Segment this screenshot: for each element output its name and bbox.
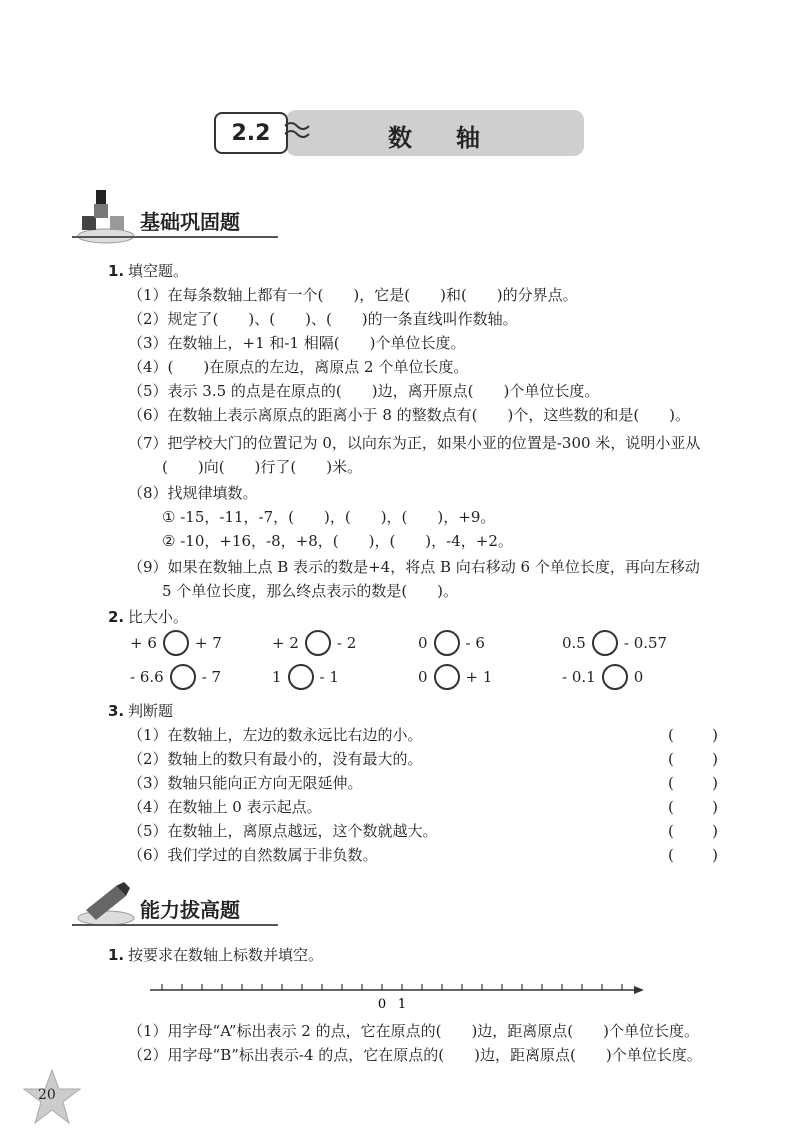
judge-item: （6）我们学过的自然数属于非负数。 (128, 846, 378, 864)
answer-paren[interactable]: ( ) (668, 822, 718, 840)
answer-circle[interactable] (288, 664, 314, 690)
section-number: 2.2 (214, 112, 288, 154)
answer-circle[interactable] (434, 630, 460, 656)
fill-item-cont: 5 个单位长度，那么终点表示的数是( )。 (162, 582, 459, 600)
compare-item: 0 - 6 (418, 630, 485, 656)
answer-paren[interactable]: ( ) (668, 798, 718, 816)
pattern-row: ② -10，+16，-8，+8，( )，( )，-4，+2。 (162, 532, 513, 550)
fill-item: （2）用字母“B”标出表示-4 的点，它在原点的( )边，距离原点( )个单位长度。 (128, 1046, 702, 1064)
answer-circle[interactable] (170, 664, 196, 690)
question-title: 比大小。 (128, 608, 189, 626)
fill-item: （5）表示 3.5 的点是在原点的( )边，离开原点( )个单位长度。 (128, 382, 600, 400)
judge-item: （5）在数轴上，离原点越远，这个数就越大。 (128, 822, 438, 840)
fill-item: （6）在数轴上表示离原点的距离小于 8 的整数点有( )个，这些数的和是( )。 (128, 406, 691, 424)
number-line (150, 980, 650, 1016)
compare-item: 0.5 - 0.57 (562, 630, 667, 656)
axis-label-zero: 0 (377, 997, 387, 1012)
question-number: 2. (108, 608, 125, 626)
question-title: 按要求在数轴上标数并填空。 (128, 946, 324, 964)
question-number: 1. (108, 262, 125, 280)
judge-item: （1）在数轴上，左边的数永远比右边的小。 (128, 726, 423, 744)
answer-paren[interactable]: ( ) (668, 774, 718, 792)
section-title-basic: 基础巩固题 (140, 210, 240, 234)
fill-item: （7）把学校大门的位置记为 0，以向东为正，如果小亚的位置是-300 米，说明小亚从 (128, 434, 701, 452)
answer-circle[interactable] (305, 630, 331, 656)
judge-item: （4）在数轴上 0 表示起点。 (128, 798, 322, 816)
question-title: 填空题。 (128, 262, 189, 280)
answer-circle[interactable] (592, 630, 618, 656)
compare-item: + 6 + 7 (130, 630, 222, 656)
judge-item: （3）数轴只能向正方向无限延伸。 (128, 774, 363, 792)
axis-label-one: 1 (397, 997, 407, 1012)
compare-item: - 6.6 - 7 (130, 664, 221, 690)
page-number: 20 (38, 1087, 56, 1103)
answer-paren[interactable]: ( ) (668, 726, 718, 744)
compare-item: 1 - 1 (272, 664, 339, 690)
pencil-icon (72, 876, 136, 928)
question-title: 判断题 (128, 702, 174, 720)
compare-item: 0 + 1 (418, 664, 492, 690)
answer-paren[interactable]: ( ) (668, 846, 718, 864)
page-title: 数轴 (388, 124, 524, 152)
fill-item: （1）用字母“A”标出表示 2 的点，它在原点的( )边，距离原点( )个单位长度。 (128, 1022, 699, 1040)
fill-item: （1）在每条数轴上都有一个( )，它是( )和( )的分界点。 (128, 286, 578, 304)
answer-circle[interactable] (602, 664, 628, 690)
compare-item: + 2 - 2 (272, 630, 356, 656)
answer-paren[interactable]: ( ) (668, 750, 718, 768)
answer-circle[interactable] (434, 664, 460, 690)
fill-item: （2）规定了( )、( )、( )的一条直线叫作数轴。 (128, 310, 518, 328)
wave-icon (283, 118, 311, 142)
divider (72, 236, 278, 238)
fill-item: （8）找规律填数。 (128, 484, 258, 502)
fill-item: （3）在数轴上，+1 和-1 相隔( )个单位长度。 (128, 334, 466, 352)
question-number: 3. (108, 702, 125, 720)
divider (72, 924, 278, 926)
fill-item: （9）如果在数轴上点 B 表示的数是+4，将点 B 向右移动 6 个单位长度，再向左移动 (128, 558, 700, 576)
fill-item-cont: ( )向( )行了( )米。 (162, 458, 363, 476)
answer-circle[interactable] (163, 630, 189, 656)
pattern-row: ① -15，-11，-7，( )，( )，( )，+9。 (162, 508, 496, 526)
compare-item: - 0.1 0 (562, 664, 643, 690)
fill-item: （4）( )在原点的左边，离原点 2 个单位长度。 (128, 358, 469, 376)
section-title-advanced: 能力拔高题 (140, 898, 240, 922)
question-number: 1. (108, 946, 125, 964)
judge-item: （2）数轴上的数只有最小的，没有最大的。 (128, 750, 423, 768)
